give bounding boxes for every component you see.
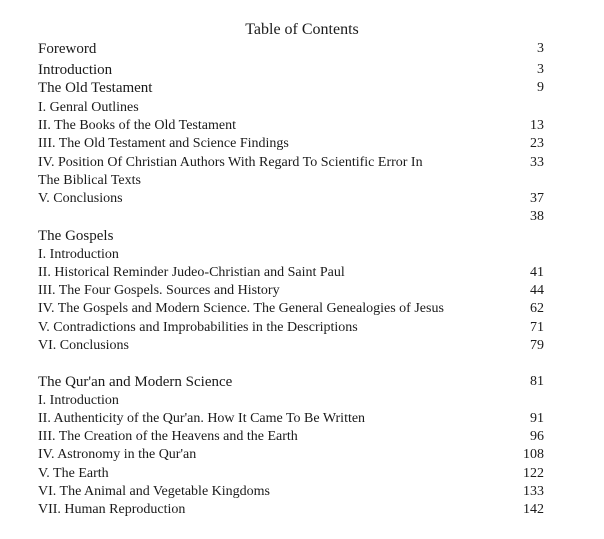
- entry-label: VI. Conclusions: [38, 338, 129, 353]
- entry-page-number: 23: [530, 136, 544, 151]
- toc-section-heading: [38, 373, 544, 391]
- toc-entry: [38, 446, 544, 464]
- entry-page-number: 91: [530, 411, 544, 426]
- entry-page-number: 79: [530, 338, 544, 353]
- entry-page-number: 9: [537, 80, 544, 95]
- entry-label: V. Contradictions and Improbabilities in the Descriptions: [38, 320, 358, 335]
- entry-page-number: 13: [530, 118, 544, 133]
- toc-entry: [38, 117, 544, 135]
- entry-label: I. Introduction: [38, 247, 119, 262]
- toc-entry: [38, 208, 544, 226]
- toc-entry: [38, 282, 544, 300]
- toc-entry: [38, 300, 544, 318]
- entry-label: VI. The Animal and Vegetable Kingdoms: [38, 484, 270, 499]
- entry-label: III. The Old Testament and Science Findings: [38, 136, 289, 151]
- entry-page-number: 108: [523, 447, 544, 462]
- entry-page-number: 37: [530, 191, 544, 206]
- toc-entry: [38, 337, 544, 355]
- entry-page-number: 38: [530, 209, 544, 224]
- toc-entry: [38, 465, 544, 483]
- toc-entry: [38, 410, 544, 428]
- entry-label: Foreword: [38, 41, 97, 57]
- toc-entry: [38, 483, 544, 501]
- entry-label: I. Introduction: [38, 393, 119, 408]
- entry-label: Introduction: [38, 62, 113, 78]
- toc-entry-foreword: [38, 40, 544, 58]
- toc-entry: [38, 319, 544, 337]
- entry-page-number: 62: [530, 301, 544, 316]
- toc-entry: [38, 246, 544, 264]
- toc-entry: [38, 392, 544, 410]
- toc-entry: [38, 99, 544, 117]
- entry-label: I. Genral Outlines: [38, 100, 139, 115]
- toc-entry: [38, 190, 544, 208]
- entry-label: The Old Testament: [38, 80, 153, 96]
- entry-label: V. Conclusions: [38, 191, 123, 206]
- entry-label: II. The Books of the Old Testament: [38, 118, 236, 133]
- entry-label: IV. Astronomy in the Qur'an: [38, 447, 197, 462]
- page-title: Table of Contents: [245, 21, 359, 38]
- toc-section-heading: [38, 227, 544, 245]
- entry-label: The Qur'an and Modern Science: [38, 374, 233, 390]
- toc-entry-introduction: [38, 61, 544, 79]
- toc-entry-continuation: [38, 172, 544, 190]
- entry-label: IV. Position Of Christian Authors With Regard To Scientific Error In: [38, 155, 423, 170]
- toc-section-heading: [38, 79, 544, 97]
- entry-label: III. The Creation of the Heavens and the Earth: [38, 429, 298, 444]
- entry-label: VII. Human Reproduction: [38, 502, 186, 517]
- entry-label: V. The Earth: [38, 466, 109, 481]
- entry-label: IV. The Gospels and Modern Science. The General Genealogies of Jesus: [38, 301, 444, 316]
- entry-page-number: 71: [530, 320, 544, 335]
- entry-page-number: 3: [537, 62, 544, 77]
- entry-page-number: 122: [523, 466, 544, 481]
- entry-page-number: 142: [523, 502, 544, 517]
- entry-page-number: 81: [530, 374, 544, 389]
- entry-page-number: 44: [530, 283, 544, 298]
- toc-entry: [38, 264, 544, 282]
- toc-entry: [38, 135, 544, 153]
- toc-entry: [38, 501, 544, 519]
- entry-page-number: 41: [530, 265, 544, 280]
- entry-label: II. Authenticity of the Qur'an. How It Came To Be Written: [38, 411, 366, 426]
- entry-page-number: 96: [530, 429, 544, 444]
- toc-entry: [38, 428, 544, 446]
- entry-page-number: 3: [537, 41, 544, 56]
- entry-label: III. The Four Gospels. Sources and History: [38, 283, 280, 298]
- entry-page-number: 133: [523, 484, 544, 499]
- entry-page-number: 33: [530, 155, 544, 170]
- entry-label: II. Historical Reminder Judeo-Christian and Saint Paul: [38, 265, 345, 280]
- entry-label: The Biblical Texts: [38, 173, 141, 188]
- entry-label: The Gospels: [38, 228, 114, 244]
- toc-entry: [38, 154, 544, 172]
